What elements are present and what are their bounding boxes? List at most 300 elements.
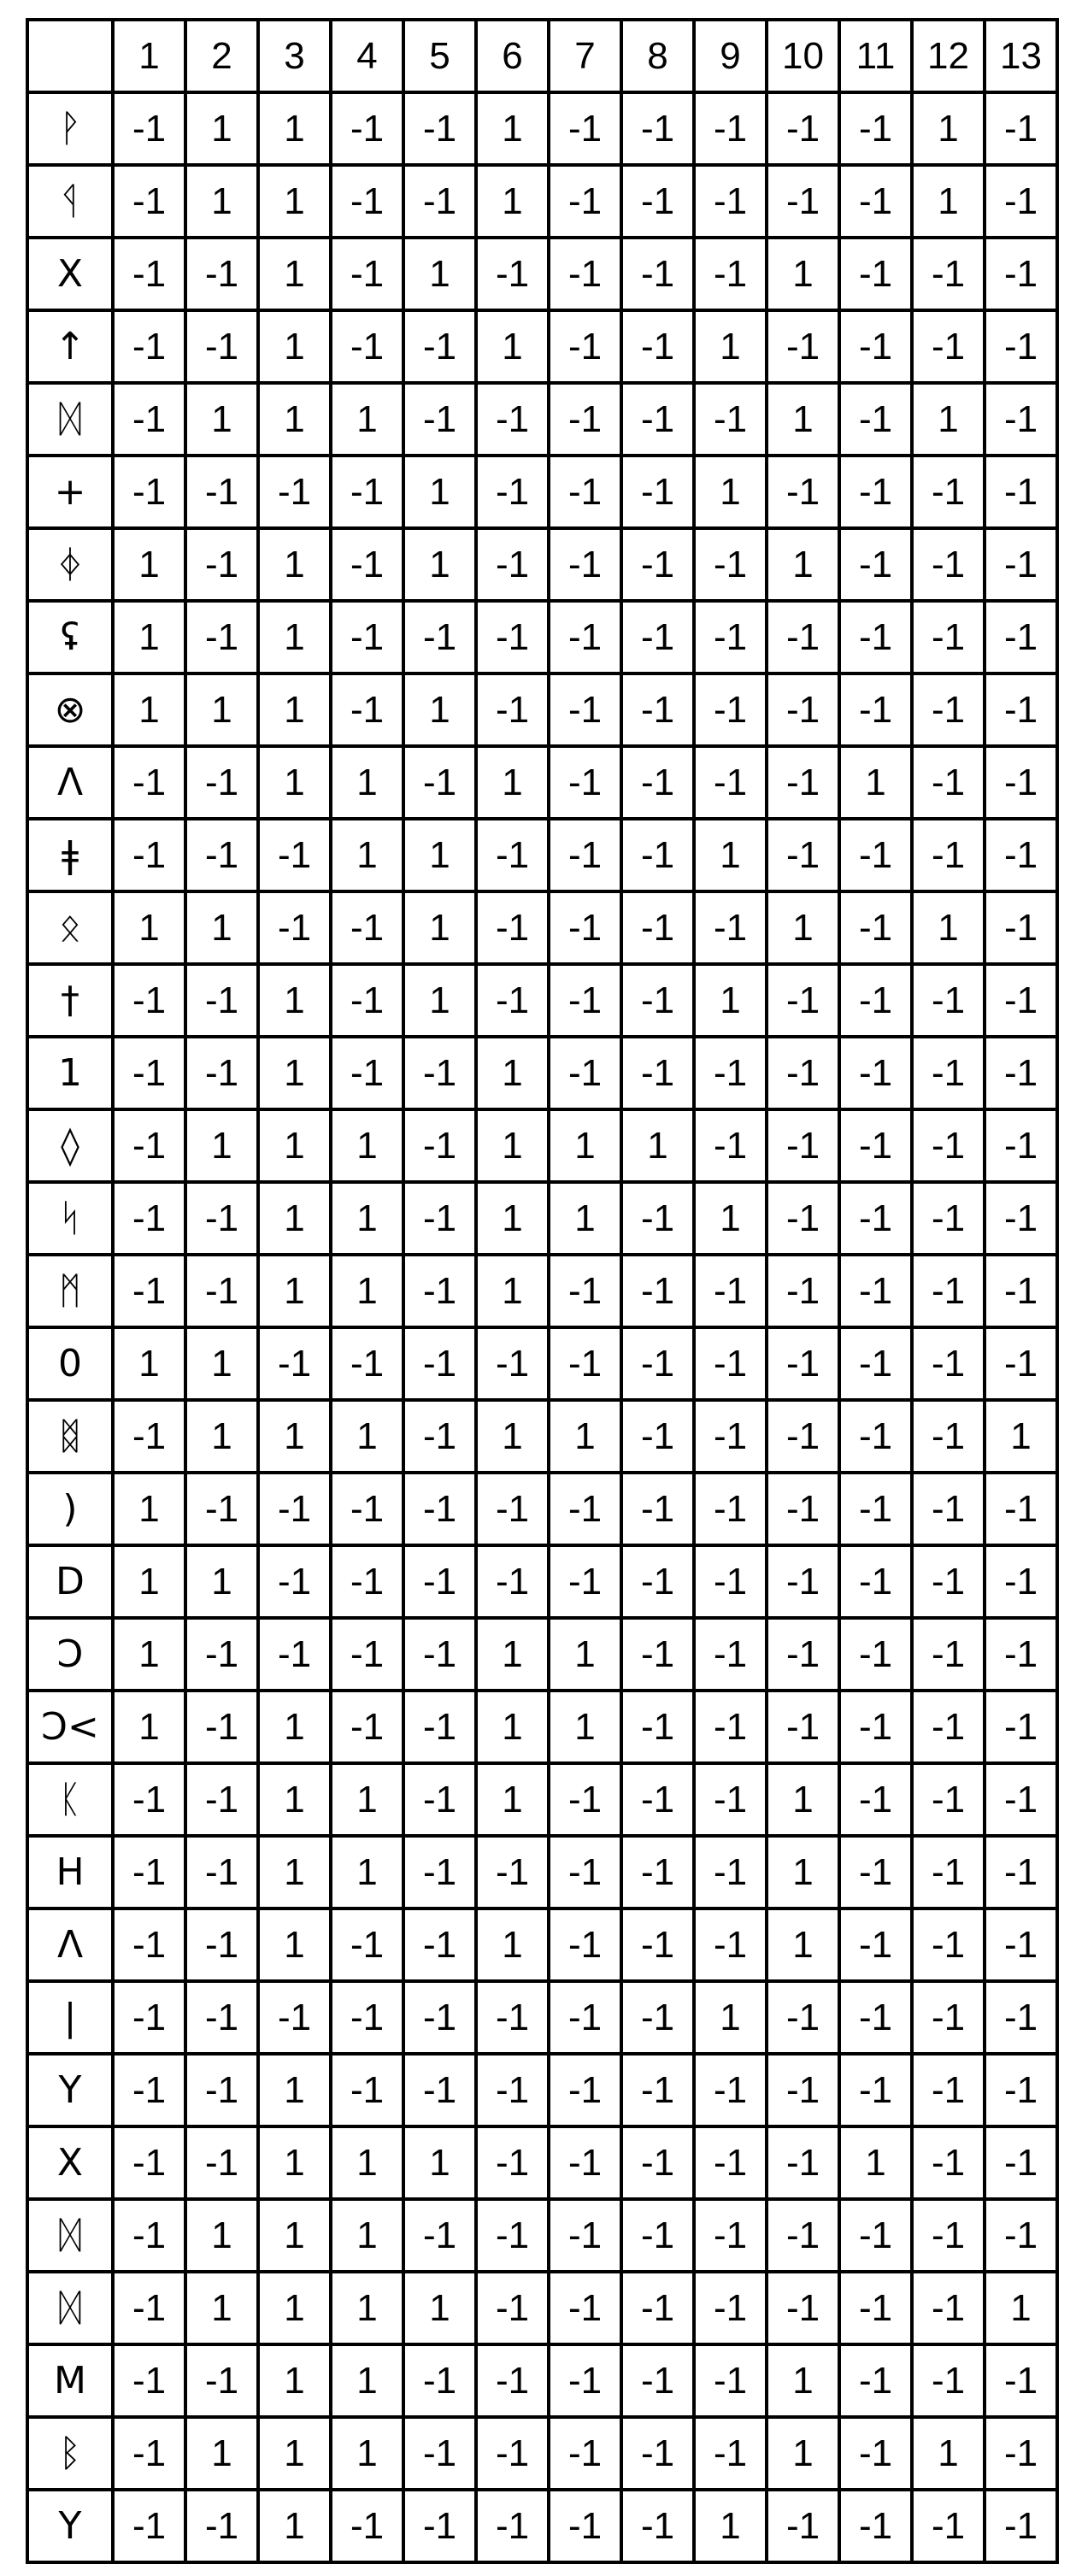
value-cell: -1	[403, 310, 476, 383]
value-cell: -1	[476, 891, 549, 964]
value-cell: -1	[767, 964, 839, 1037]
value-cell: -1	[549, 383, 621, 456]
value-cell: -1	[403, 1908, 476, 1981]
value-cell: 1	[476, 310, 549, 383]
value-cell: 1	[258, 310, 331, 383]
value-cell: -1	[985, 1182, 1057, 1255]
value-cell: -1	[549, 456, 621, 528]
value-cell: -1	[839, 1400, 912, 1473]
value-cell: 1	[258, 92, 331, 165]
value-cell: -1	[767, 1400, 839, 1473]
row-symbol: 0	[27, 1327, 113, 1400]
row-symbol: ᛞ	[27, 2199, 113, 2272]
value-cell: -1	[621, 1255, 694, 1327]
value-cell: -1	[767, 310, 839, 383]
value-cell: 1	[113, 1691, 185, 1763]
value-cell: -1	[185, 819, 258, 891]
value-cell: -1	[694, 383, 767, 456]
table-row	[27, 165, 1057, 238]
value-cell: 1	[113, 1473, 185, 1545]
value-cell: 1	[476, 1255, 549, 1327]
table-row	[27, 964, 1057, 1037]
table-row	[27, 601, 1057, 673]
table-row	[27, 1763, 1057, 1836]
table-row	[27, 2272, 1057, 2344]
value-cell: 1	[258, 165, 331, 238]
value-cell: -1	[912, 2272, 985, 2344]
value-cell: 1	[185, 1400, 258, 1473]
value-cell: -1	[767, 746, 839, 819]
value-cell: 1	[258, 2199, 331, 2272]
row-symbol: ʢ	[27, 601, 113, 673]
value-cell: 1	[258, 2344, 331, 2417]
value-cell: -1	[912, 310, 985, 383]
row-symbol: D	[27, 1545, 113, 1618]
value-cell: 1	[331, 1400, 403, 1473]
value-cell: 1	[331, 1763, 403, 1836]
value-cell: 1	[258, 1400, 331, 1473]
value-cell: -1	[694, 238, 767, 310]
value-cell: -1	[476, 528, 549, 601]
value-cell: 1	[621, 1109, 694, 1182]
value-cell: -1	[113, 1255, 185, 1327]
table-row	[27, 456, 1057, 528]
value-cell: -1	[912, 1836, 985, 1908]
value-cell: 1	[331, 2126, 403, 2199]
value-cell: -1	[113, 2417, 185, 2490]
value-cell: -1	[185, 1255, 258, 1327]
value-cell: -1	[113, 1981, 185, 2054]
value-cell: -1	[549, 2199, 621, 2272]
value-cell: 1	[476, 1618, 549, 1691]
value-cell: -1	[403, 2199, 476, 2272]
value-cell: -1	[767, 2490, 839, 2562]
value-cell: 1	[985, 2272, 1057, 2344]
value-cell: -1	[912, 2126, 985, 2199]
value-cell: -1	[839, 673, 912, 746]
value-cell: -1	[549, 238, 621, 310]
value-cell: -1	[985, 383, 1057, 456]
value-cell: -1	[985, 165, 1057, 238]
value-cell: -1	[549, 2126, 621, 2199]
value-cell: -1	[694, 1545, 767, 1618]
row-symbol: 1	[27, 1037, 113, 1109]
value-cell: -1	[839, 819, 912, 891]
value-cell: -1	[403, 1327, 476, 1400]
value-cell: 1	[331, 2272, 403, 2344]
value-cell: -1	[985, 1109, 1057, 1182]
table-row	[27, 673, 1057, 746]
row-symbol: X	[27, 238, 113, 310]
value-cell: -1	[113, 1763, 185, 1836]
value-cell: -1	[912, 2199, 985, 2272]
value-cell: -1	[912, 2054, 985, 2126]
value-cell: -1	[476, 238, 549, 310]
value-cell: -1	[185, 1763, 258, 1836]
column-header: 7	[549, 20, 621, 92]
value-cell: -1	[694, 1836, 767, 1908]
value-cell: -1	[549, 2344, 621, 2417]
row-symbol: Λ	[27, 746, 113, 819]
value-cell: -1	[985, 1908, 1057, 1981]
value-cell: -1	[767, 2272, 839, 2344]
value-cell: -1	[258, 819, 331, 891]
value-cell: -1	[549, 310, 621, 383]
value-cell: -1	[985, 2126, 1057, 2199]
value-cell: -1	[839, 1037, 912, 1109]
row-symbol: X	[27, 2126, 113, 2199]
value-cell: 1	[258, 673, 331, 746]
value-cell: 1	[258, 964, 331, 1037]
value-cell: 1	[185, 383, 258, 456]
value-cell: -1	[331, 1981, 403, 2054]
value-cell: -1	[403, 1255, 476, 1327]
value-cell: -1	[621, 1473, 694, 1545]
value-cell: -1	[621, 2126, 694, 2199]
value-cell: -1	[621, 673, 694, 746]
row-symbol: ᛞ	[27, 2272, 113, 2344]
value-cell: -1	[621, 92, 694, 165]
table-row	[27, 1037, 1057, 1109]
value-cell: -1	[113, 2490, 185, 2562]
value-cell: -1	[839, 92, 912, 165]
value-cell: -1	[767, 2054, 839, 2126]
value-cell: -1	[912, 1037, 985, 1109]
value-cell: 1	[185, 165, 258, 238]
value-cell: 1	[476, 1400, 549, 1473]
value-cell: -1	[694, 1473, 767, 1545]
value-cell: 1	[331, 819, 403, 891]
value-cell: -1	[912, 1400, 985, 1473]
value-cell: -1	[621, 2054, 694, 2126]
value-cell: -1	[839, 1109, 912, 1182]
value-cell: 1	[767, 1836, 839, 1908]
column-header: 9	[694, 20, 767, 92]
value-cell: -1	[767, 819, 839, 891]
value-cell: -1	[621, 964, 694, 1037]
value-cell: -1	[912, 528, 985, 601]
value-cell: -1	[185, 310, 258, 383]
column-header: 1	[113, 20, 185, 92]
value-cell: -1	[767, 1618, 839, 1691]
value-cell: -1	[912, 2490, 985, 2562]
value-cell: 1	[185, 891, 258, 964]
value-cell: -1	[476, 1836, 549, 1908]
value-cell: -1	[403, 601, 476, 673]
value-cell: -1	[185, 964, 258, 1037]
column-header: 11	[839, 20, 912, 92]
value-cell: 1	[694, 456, 767, 528]
value-cell: -1	[185, 1908, 258, 1981]
value-cell: 1	[258, 238, 331, 310]
value-cell: -1	[185, 456, 258, 528]
value-cell: -1	[476, 2199, 549, 2272]
value-cell: -1	[185, 1473, 258, 1545]
value-cell: -1	[476, 2417, 549, 2490]
value-cell: 1	[767, 528, 839, 601]
column-header: 6	[476, 20, 549, 92]
value-cell: -1	[113, 2126, 185, 2199]
value-cell: 1	[258, 1109, 331, 1182]
row-symbol: ↑	[27, 310, 113, 383]
value-cell: -1	[694, 1400, 767, 1473]
corner-cell	[27, 20, 113, 92]
table-row	[27, 2490, 1057, 2562]
value-cell: -1	[767, 1981, 839, 2054]
value-cell: 1	[113, 673, 185, 746]
value-cell: -1	[549, 2417, 621, 2490]
value-cell: -1	[767, 1473, 839, 1545]
value-cell: 1	[185, 2417, 258, 2490]
value-cell: -1	[912, 1545, 985, 1618]
header-row	[27, 20, 1057, 92]
value-cell: -1	[403, 1109, 476, 1182]
table-row	[27, 2054, 1057, 2126]
value-cell: -1	[331, 165, 403, 238]
value-cell: -1	[912, 746, 985, 819]
table-row	[27, 1981, 1057, 2054]
value-cell: 1	[331, 2344, 403, 2417]
value-cell: 1	[258, 1182, 331, 1255]
value-cell: -1	[694, 601, 767, 673]
value-cell: -1	[912, 1763, 985, 1836]
value-cell: 1	[185, 1109, 258, 1182]
value-cell: -1	[549, 964, 621, 1037]
value-cell: -1	[549, 92, 621, 165]
table-row	[27, 2199, 1057, 2272]
value-cell: -1	[767, 673, 839, 746]
value-cell: 1	[476, 1691, 549, 1763]
value-cell: 1	[331, 1255, 403, 1327]
value-cell: -1	[985, 238, 1057, 310]
value-cell: -1	[403, 2490, 476, 2562]
value-cell: 1	[258, 2417, 331, 2490]
value-cell: 1	[258, 1255, 331, 1327]
value-cell: 1	[185, 1545, 258, 1618]
table-row	[27, 891, 1057, 964]
row-symbol: ᛥ	[27, 1400, 113, 1473]
value-cell: -1	[476, 383, 549, 456]
value-cell: -1	[403, 746, 476, 819]
value-cell: 1	[113, 1618, 185, 1691]
value-cell: -1	[839, 2272, 912, 2344]
value-cell: -1	[331, 1545, 403, 1618]
value-cell: -1	[549, 2490, 621, 2562]
value-cell: -1	[331, 964, 403, 1037]
row-symbol: +	[27, 456, 113, 528]
value-cell: -1	[839, 310, 912, 383]
value-cell: -1	[621, 746, 694, 819]
value-cell: -1	[403, 1400, 476, 1473]
value-cell: -1	[403, 1836, 476, 1908]
value-cell: -1	[185, 1618, 258, 1691]
value-cell: 1	[767, 891, 839, 964]
value-cell: -1	[694, 1109, 767, 1182]
value-cell: 1	[113, 601, 185, 673]
value-cell: -1	[985, 1327, 1057, 1400]
value-cell: 1	[403, 964, 476, 1037]
value-cell: -1	[331, 528, 403, 601]
value-cell: -1	[331, 2054, 403, 2126]
value-cell: -1	[912, 1109, 985, 1182]
value-cell: 1	[476, 1908, 549, 1981]
value-cell: 1	[549, 1618, 621, 1691]
value-cell: -1	[839, 2054, 912, 2126]
value-cell: -1	[839, 601, 912, 673]
row-symbol: ᛗ	[27, 1255, 113, 1327]
value-cell: -1	[403, 92, 476, 165]
row-symbol: ᛩ	[27, 165, 113, 238]
row-symbol: ᛟ	[27, 891, 113, 964]
value-cell: 1	[258, 2054, 331, 2126]
value-cell: -1	[403, 1763, 476, 1836]
value-cell: -1	[185, 2054, 258, 2126]
value-cell: -1	[113, 2344, 185, 2417]
value-cell: -1	[403, 1981, 476, 2054]
row-symbol: †	[27, 964, 113, 1037]
value-cell: -1	[331, 1691, 403, 1763]
row-symbol: Λ	[27, 1908, 113, 1981]
value-cell: -1	[694, 92, 767, 165]
value-cell: -1	[621, 1763, 694, 1836]
value-cell: -1	[767, 1037, 839, 1109]
value-cell: 1	[258, 746, 331, 819]
value-cell: -1	[549, 1836, 621, 1908]
value-cell: -1	[476, 2490, 549, 2562]
value-cell: -1	[767, 1327, 839, 1400]
value-cell: -1	[185, 1836, 258, 1908]
value-cell: -1	[113, 165, 185, 238]
value-cell: 1	[476, 1109, 549, 1182]
value-cell: -1	[839, 1182, 912, 1255]
value-cell: -1	[767, 1182, 839, 1255]
row-symbol: Ͻ<	[27, 1691, 113, 1763]
value-cell: 1	[476, 1037, 549, 1109]
column-header: 10	[767, 20, 839, 92]
value-cell: -1	[621, 2272, 694, 2344]
value-cell: -1	[912, 2344, 985, 2417]
value-cell: -1	[985, 456, 1057, 528]
value-cell: -1	[912, 1691, 985, 1763]
value-cell: -1	[621, 165, 694, 238]
value-cell: 1	[476, 92, 549, 165]
value-cell: -1	[694, 746, 767, 819]
value-cell: -1	[549, 2272, 621, 2344]
column-header: 8	[621, 20, 694, 92]
value-cell: 1	[694, 819, 767, 891]
row-symbol: ◊	[27, 1109, 113, 1182]
value-cell: -1	[839, 1981, 912, 2054]
value-cell: -1	[621, 1400, 694, 1473]
column-header: 12	[912, 20, 985, 92]
value-cell: -1	[476, 456, 549, 528]
value-cell: 1	[767, 2417, 839, 2490]
value-cell: -1	[767, 1109, 839, 1182]
value-cell: -1	[185, 1182, 258, 1255]
value-cell: -1	[985, 746, 1057, 819]
value-cell: -1	[549, 891, 621, 964]
table-row	[27, 2344, 1057, 2417]
value-cell: -1	[403, 2054, 476, 2126]
value-cell: -1	[694, 2054, 767, 2126]
value-cell: 1	[912, 2417, 985, 2490]
value-cell: -1	[185, 2490, 258, 2562]
value-cell: -1	[621, 1908, 694, 1981]
value-cell: 1	[331, 1109, 403, 1182]
column-header: 13	[985, 20, 1057, 92]
value-cell: -1	[985, 1836, 1057, 1908]
value-cell: -1	[985, 1691, 1057, 1763]
value-cell: -1	[476, 673, 549, 746]
value-cell: -1	[113, 238, 185, 310]
value-cell: 1	[258, 1763, 331, 1836]
value-cell: -1	[767, 601, 839, 673]
value-cell: 1	[403, 819, 476, 891]
value-cell: 1	[694, 1981, 767, 2054]
value-cell: -1	[331, 1327, 403, 1400]
table-row	[27, 1908, 1057, 1981]
value-cell: -1	[549, 1327, 621, 1400]
value-cell: -1	[839, 1763, 912, 1836]
row-symbol: ⊗	[27, 673, 113, 746]
value-cell: -1	[185, 238, 258, 310]
table-row	[27, 1400, 1057, 1473]
value-cell: -1	[767, 1691, 839, 1763]
column-header: 3	[258, 20, 331, 92]
value-cell: -1	[113, 383, 185, 456]
value-cell: -1	[694, 2417, 767, 2490]
value-cell: -1	[694, 2126, 767, 2199]
value-cell: 1	[331, 746, 403, 819]
value-cell: -1	[985, 1981, 1057, 2054]
value-cell: 1	[839, 2126, 912, 2199]
value-cell: -1	[985, 1763, 1057, 1836]
value-cell: -1	[839, 1908, 912, 1981]
row-symbol: ᛋ	[27, 1182, 113, 1255]
value-cell: -1	[985, 2199, 1057, 2272]
value-cell: 1	[113, 891, 185, 964]
value-cell: -1	[476, 1327, 549, 1400]
value-cell: -1	[694, 2344, 767, 2417]
value-cell: -1	[694, 1618, 767, 1691]
value-cell: 1	[113, 1327, 185, 1400]
value-cell: -1	[476, 1981, 549, 2054]
value-cell: -1	[549, 601, 621, 673]
value-cell: -1	[621, 601, 694, 673]
value-cell: 1	[258, 1691, 331, 1763]
table-row	[27, 238, 1057, 310]
value-cell: -1	[767, 1255, 839, 1327]
value-cell: -1	[549, 1545, 621, 1618]
value-cell: -1	[113, 2272, 185, 2344]
value-cell: 1	[985, 1400, 1057, 1473]
value-cell: -1	[839, 2490, 912, 2562]
value-cell: 1	[185, 92, 258, 165]
value-cell: -1	[767, 456, 839, 528]
value-cell: -1	[621, 1836, 694, 1908]
value-cell: -1	[185, 2344, 258, 2417]
value-cell: 1	[258, 1836, 331, 1908]
value-cell: -1	[621, 2417, 694, 2490]
value-cell: 1	[403, 2126, 476, 2199]
value-cell: 1	[549, 1400, 621, 1473]
table-row	[27, 2126, 1057, 2199]
table-row	[27, 528, 1057, 601]
value-cell: 1	[403, 2272, 476, 2344]
value-cell: 1	[549, 1182, 621, 1255]
value-cell: -1	[839, 1691, 912, 1763]
value-cell: -1	[258, 891, 331, 964]
